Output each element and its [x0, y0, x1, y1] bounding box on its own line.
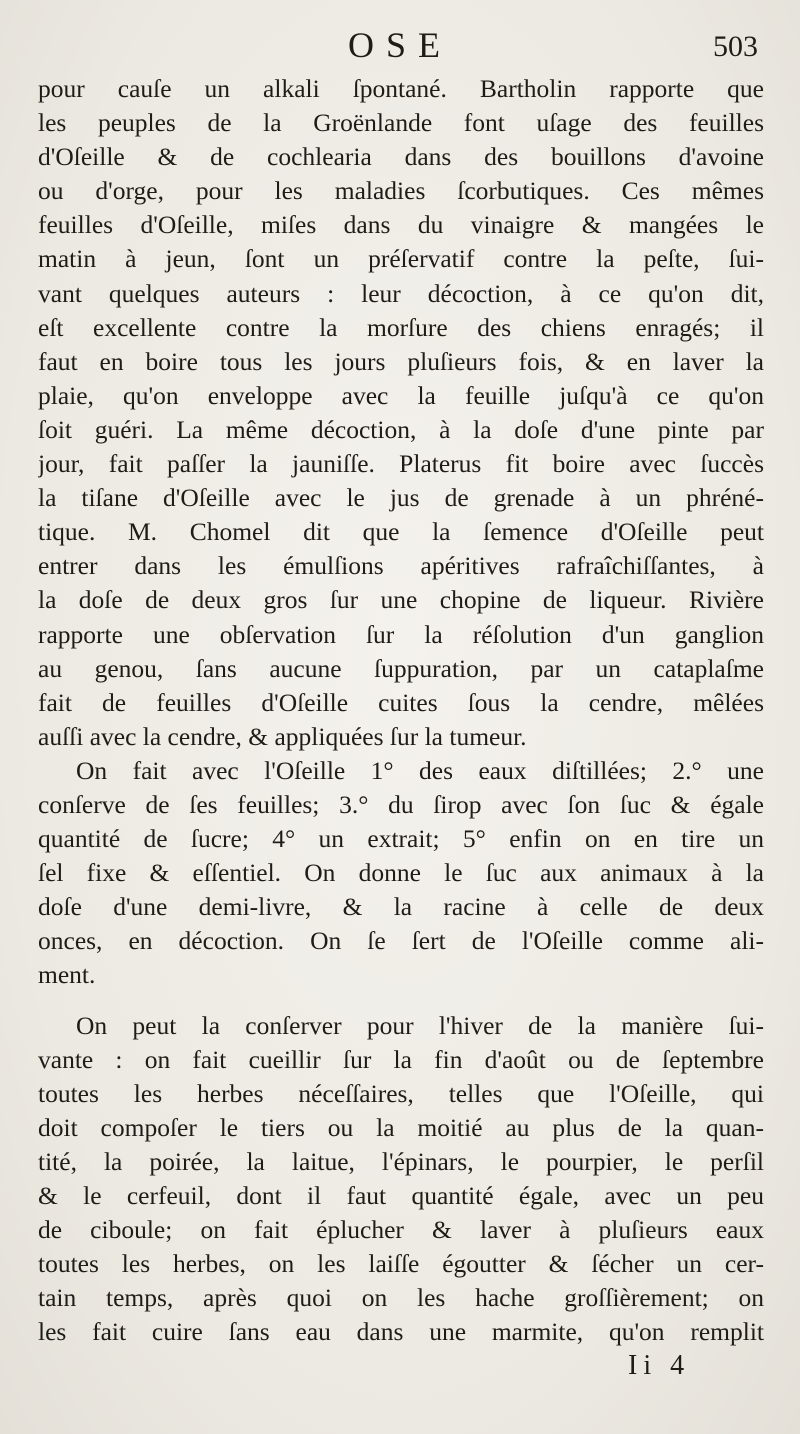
text-line: les peuples de la Groënlande font uſage des feuilles — [38, 108, 764, 138]
text-line: auſſi avec la cendre, & appliquées ſur la tumeur. — [38, 721, 527, 751]
text-line: jour, fait paſſer la jauniſſe. Platerus fit boire avec ſuccès — [38, 449, 764, 479]
text-line: toutes les herbes néceſſaires, telles que l'Oſeille, qui — [38, 1078, 764, 1108]
text-line: entrer dans les émulſions apéritives rafraîchiſſantes, à — [38, 551, 764, 581]
paragraph — [38, 754, 764, 993]
text-line: doit compoſer le tiers ou la moitié au plus de la quan- — [38, 1112, 764, 1142]
text-line: feuilles d'Oſeille, miſes dans du vinaigre & mangées le — [38, 210, 764, 240]
text-line: les fait cuire ſans eau dans une marmite, qu'on remplit — [38, 1317, 764, 1347]
text-line: On fait avec l'Oſeille 1° des eaux diſtillées; 2.° une — [76, 755, 764, 785]
page-header — [0, 24, 800, 74]
paragraph — [38, 72, 764, 754]
text-line: plaie, qu'on enveloppe avec la feuille juſqu'à ce qu'on — [38, 380, 764, 410]
text-line: toutes les herbes, on les laiſſe égoutter & ſécher un cer- — [38, 1249, 764, 1279]
signature-mark: Ii 4 — [628, 1350, 691, 1381]
text-line: ou d'orge, pour les maladies ſcorbutiques. Ces mêmes — [38, 176, 764, 206]
running-head: OSE — [347, 25, 452, 65]
text-line: tain temps, après quoi on les hache groſſièrement; on — [38, 1283, 764, 1313]
text-line: doſe d'une demi-livre, & la racine à celle de deux — [38, 892, 764, 922]
page-number: 503 — [713, 30, 758, 63]
text-line: la tiſane d'Oſeille avec le jus de grenade à un phréné- — [38, 483, 764, 513]
text-line: On peut la conſerver pour l'hiver de la manière ſui- — [76, 1010, 764, 1040]
body-text — [38, 72, 764, 1349]
text-line: vante : on fait cueillir ſur la fin d'août ou de ſeptembre — [38, 1044, 764, 1074]
text-line: ſoit guéri. La même décoction, à la doſe d'une pinte par — [38, 414, 764, 444]
paragraph — [38, 1009, 764, 1350]
text-line: matin à jeun, ſont un préſervatif contre la peſte, ſui- — [38, 244, 764, 274]
text-line: d'Oſeille & de cochlearia dans des bouillons d'avoine — [38, 142, 764, 172]
text-line: eſt excellente contre la morſure des chiens enragés; il — [38, 312, 764, 342]
text-line: fait de feuilles d'Oſeille cuites ſous la cendre, mêlées — [38, 687, 764, 717]
text-line: vant quelques auteurs : leur décoction, à ce qu'on dit, — [38, 278, 764, 308]
text-line: ſel fixe & eſſentiel. On donne le ſuc aux animaux à la — [38, 858, 764, 888]
text-line: faut en boire tous les jours pluſieurs fois, & en laver la — [38, 346, 764, 376]
text-line: de ciboule; on fait éplucher & laver à pluſieurs eaux — [38, 1215, 764, 1245]
text-line: tité, la poirée, la laitue, l'épinars, le pourpier, le perſil — [38, 1146, 764, 1176]
text-line: & le cerfeuil, dont il faut quantité égale, avec un peu — [38, 1181, 764, 1210]
text-line: rapporte une obſervation ſur la réſolution d'un ganglion — [38, 619, 764, 649]
text-line: la doſe de deux gros ſur une chopine de liqueur. Rivière — [38, 585, 764, 615]
text-line: tique. M. Chomel dit que la ſemence d'Oſeille peut — [38, 517, 764, 547]
text-line: ment. — [38, 960, 96, 990]
text-line: conſerve de ſes feuilles; 3.° du ſirop avec ſon ſuc & égale — [38, 789, 764, 819]
text-line: quantité de ſucre; 4° un extrait; 5° enfin on en tire un — [38, 824, 764, 854]
text-line: au genou, ſans aucune ſuppuration, par un cataplaſme — [38, 653, 764, 683]
text-line: onces, en décoction. On ſe ſert de l'Oſeille comme ali- — [38, 926, 764, 956]
text-line: pour cauſe un alkali ſpontané. Bartholin rapporte que — [38, 74, 764, 103]
